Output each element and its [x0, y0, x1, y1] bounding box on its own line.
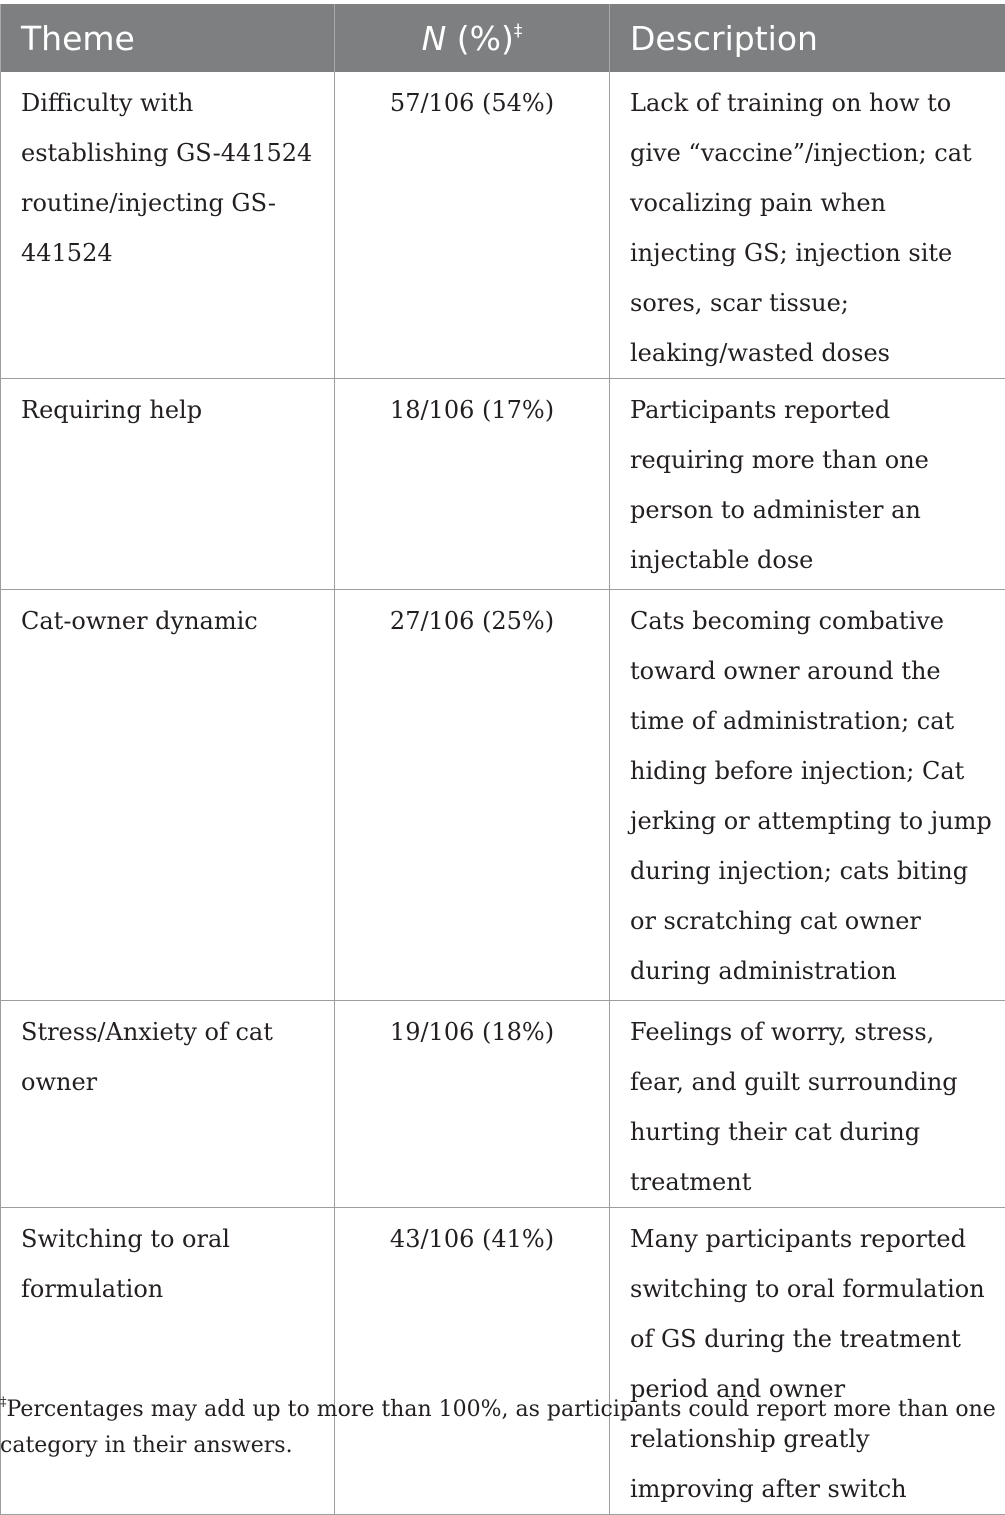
cell-theme: Stress/Anxiety of cat owner — [1, 1001, 335, 1208]
header-n-marker: ‡ — [514, 21, 523, 41]
cell-description: Lack of training on how to give “vaccine”/injection; cat vocalizing pain when injecting GS; injection site sores, scar tissue; leaking/wasted doses — [610, 72, 1005, 379]
cell-theme: Switching to oral formulation — [1, 1208, 335, 1515]
header-description: Description — [610, 4, 1005, 72]
footnote-marker: ‡ — [0, 1395, 7, 1410]
cell-description: Cats becoming combative toward owner around the time of administration; cat hiding before injection; Cat jerking or attempting to jump during injection; cats biting or scratching cat owner during administration — [610, 590, 1005, 1001]
header-theme: Theme — [1, 4, 335, 72]
table-row — [1, 379, 1005, 590]
header-n-percent — [335, 4, 610, 72]
table-footnote — [0, 1392, 1000, 1464]
footnote-text: Percentages may add up to more than 100%, as participants could report more than one category in their answers. — [0, 1397, 996, 1458]
cell-description: Participants reported requiring more than one person to administer an injectable dose — [610, 379, 1005, 590]
table-row — [1, 72, 1005, 379]
cell-description: Many participants reported switching to oral formulation of GS during the treatment period and owner relationship greatly improving after switch — [610, 1208, 1005, 1515]
themes-table — [0, 4, 1005, 1515]
cell-theme: Difficulty with establishing GS-441524 routine/injecting GS-441524 — [1, 72, 335, 379]
cell-description: Feelings of worry, stress, fear, and guilt surrounding hurting their cat during treatment — [610, 1001, 1005, 1208]
cell-n: 18/106 (17%) — [335, 379, 610, 590]
cell-theme: Requiring help — [1, 379, 335, 590]
header-n-rest: (%) — [446, 19, 514, 58]
cell-n: 43/106 (41%) — [335, 1208, 610, 1515]
cell-n: 57/106 (54%) — [335, 72, 610, 379]
table-header — [1, 4, 1005, 72]
header-n-italic: N — [422, 19, 447, 58]
table-row — [1, 1001, 1005, 1208]
table-body — [1, 72, 1005, 1515]
cell-n: 19/106 (18%) — [335, 1001, 610, 1208]
cell-theme: Cat-owner dynamic — [1, 590, 335, 1001]
header-row — [1, 4, 1005, 72]
cell-n: 27/106 (25%) — [335, 590, 610, 1001]
table-row — [1, 590, 1005, 1001]
table-row — [1, 1208, 1005, 1515]
